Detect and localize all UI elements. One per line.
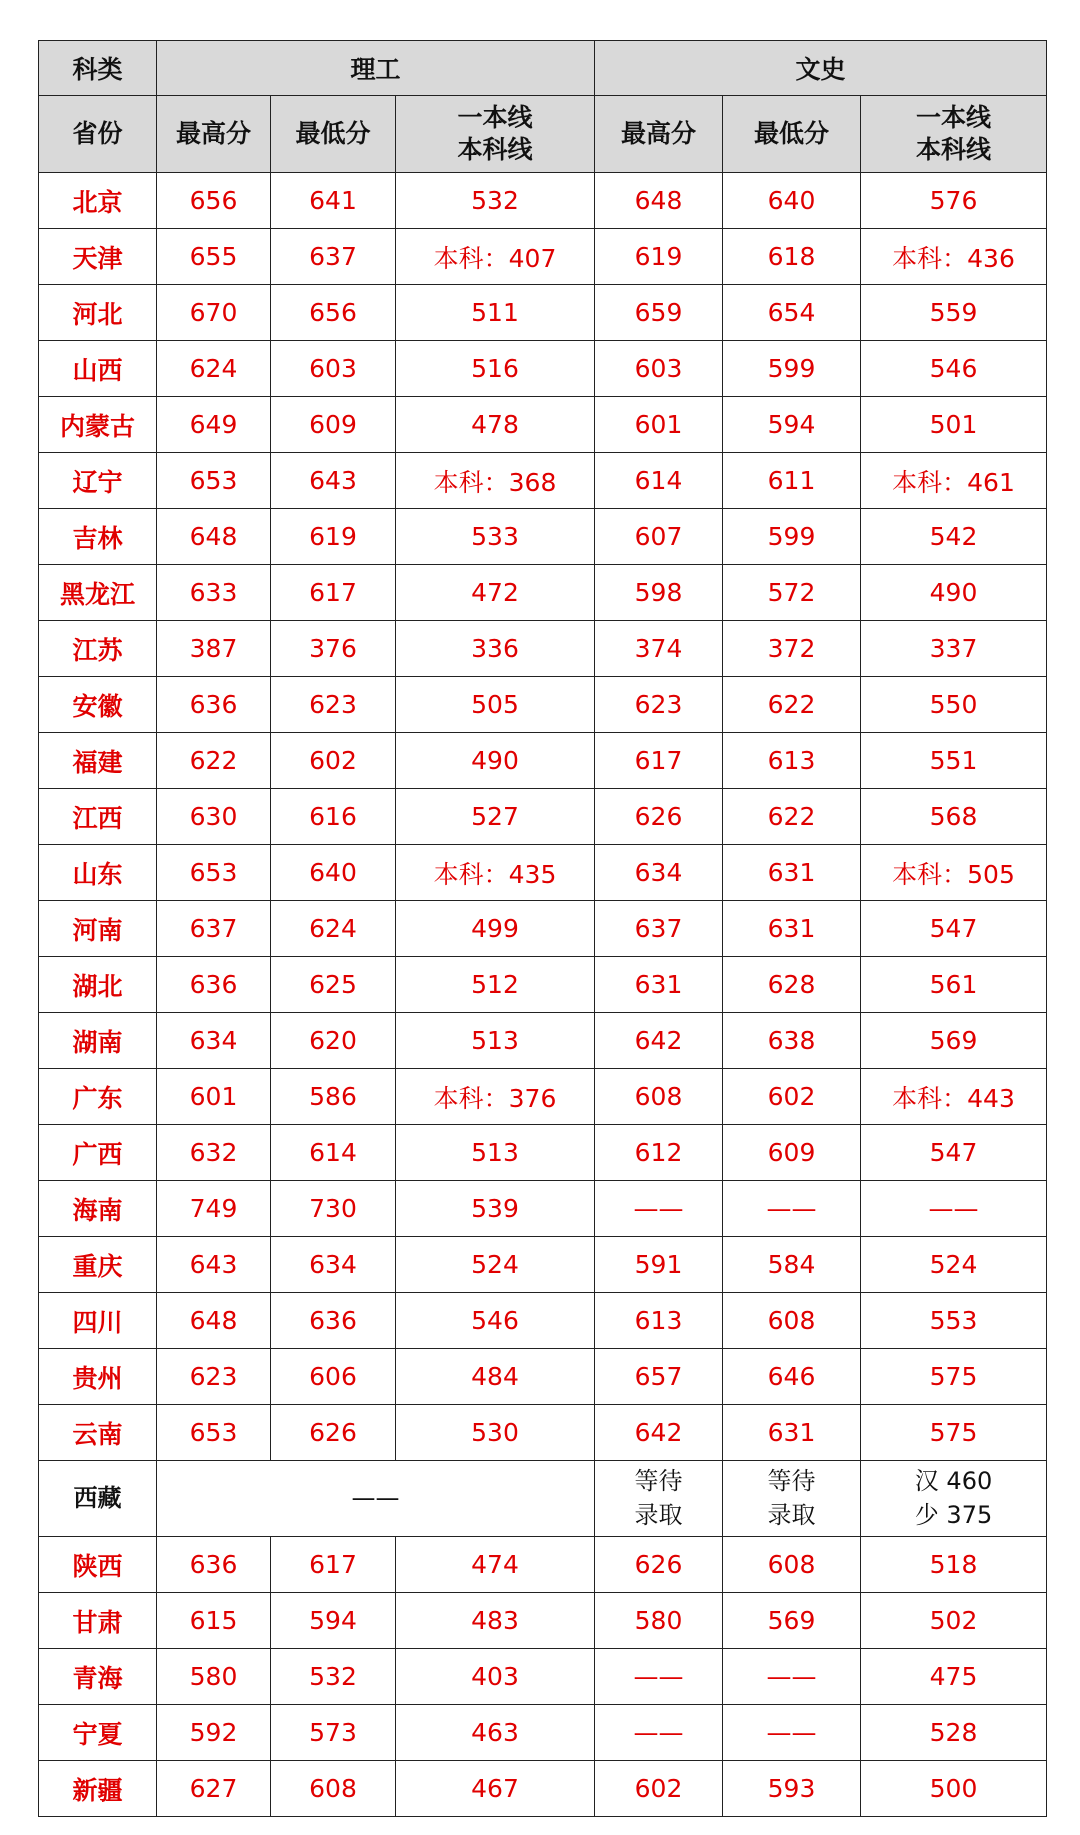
score-cell: 637: [157, 901, 271, 957]
science-group-header: 理工: [157, 41, 595, 96]
score-cell: 615: [157, 1593, 271, 1649]
score-cell: 本科：407: [396, 229, 595, 285]
col-arts-max: 最高分: [595, 96, 723, 173]
score-cell: 475: [861, 1649, 1047, 1705]
score-cell: 608: [271, 1761, 396, 1817]
score-cell: 632: [157, 1125, 271, 1181]
score-cell: 550: [861, 677, 1047, 733]
col-science-min: 最低分: [271, 96, 396, 173]
score-cell: 640: [723, 173, 861, 229]
table-row: [39, 1181, 1047, 1237]
province-cell: 辽宁: [39, 453, 157, 509]
score-cell: 575: [861, 1405, 1047, 1461]
table-row: [39, 901, 1047, 957]
score-cell: 636: [271, 1293, 396, 1349]
score-cell: 559: [861, 285, 1047, 341]
province-cell: 海南: [39, 1181, 157, 1237]
score-cell: 500: [861, 1761, 1047, 1817]
score-cell: 623: [157, 1349, 271, 1405]
score-cell: 617: [271, 565, 396, 621]
score-cell: 593: [723, 1761, 861, 1817]
score-cell: ——: [595, 1649, 723, 1705]
score-cell: 553: [861, 1293, 1047, 1349]
score-cell: 524: [861, 1237, 1047, 1293]
score-cell: 634: [595, 845, 723, 901]
score-cell: 625: [271, 957, 396, 1013]
score-cell: 657: [595, 1349, 723, 1405]
score-cell: 601: [595, 397, 723, 453]
score-cell: 527: [396, 789, 595, 845]
score-cell: 628: [723, 957, 861, 1013]
province-cell: 江西: [39, 789, 157, 845]
score-cell: 609: [271, 397, 396, 453]
province-cell: 吉林: [39, 509, 157, 565]
score-cell: 613: [595, 1293, 723, 1349]
score-cell: 484: [396, 1349, 595, 1405]
score-cell: 546: [861, 341, 1047, 397]
score-cell: 374: [595, 621, 723, 677]
province-cell: 青海: [39, 1649, 157, 1705]
table-row: [39, 677, 1047, 733]
score-cell: 599: [723, 509, 861, 565]
score-cell: 627: [157, 1761, 271, 1817]
score-cell: 608: [723, 1537, 861, 1593]
score-cell: 490: [396, 733, 595, 789]
table-row: [39, 341, 1047, 397]
score-cell: 606: [271, 1349, 396, 1405]
score-cell: 614: [271, 1125, 396, 1181]
score-cell: 573: [271, 1705, 396, 1761]
score-cell: 561: [861, 957, 1047, 1013]
score-cell: 584: [723, 1237, 861, 1293]
score-cell: 607: [595, 509, 723, 565]
score-cell: 547: [861, 1125, 1047, 1181]
table-row: [39, 509, 1047, 565]
score-cell-line: 录取: [634, 1500, 683, 1529]
col-arts-line: [861, 96, 1047, 173]
score-cell: 626: [595, 789, 723, 845]
province-cell: 山东: [39, 845, 157, 901]
col-arts-line-1: 一本线: [916, 102, 992, 132]
table-row: [39, 285, 1047, 341]
score-cell: 659: [595, 285, 723, 341]
table-row: [39, 1125, 1047, 1181]
score-cell: 622: [723, 789, 861, 845]
table-row: [39, 957, 1047, 1013]
score-cell: 532: [396, 173, 595, 229]
col-arts-line-2: 本科线: [916, 135, 992, 164]
province-cell: 西藏: [39, 1461, 157, 1537]
score-cell: 631: [723, 901, 861, 957]
score-cell: 472: [396, 565, 595, 621]
score-cell: ——: [723, 1705, 861, 1761]
score-cell: 511: [396, 285, 595, 341]
score-cell: 648: [595, 173, 723, 229]
province-cell: 贵州: [39, 1349, 157, 1405]
score-cell: 608: [595, 1069, 723, 1125]
score-cell: 602: [723, 1069, 861, 1125]
score-cell: 648: [157, 509, 271, 565]
score-cell: 622: [157, 733, 271, 789]
score-cell: 598: [595, 565, 723, 621]
table-row: [39, 173, 1047, 229]
score-cell: [723, 1461, 861, 1537]
score-cell: 649: [157, 397, 271, 453]
score-cell: 483: [396, 1593, 595, 1649]
table-row: [39, 845, 1047, 901]
score-cell: 518: [861, 1537, 1047, 1593]
score-cell: 586: [271, 1069, 396, 1125]
score-cell: 653: [157, 1405, 271, 1461]
score-cell: 505: [396, 677, 595, 733]
score-cell: 619: [595, 229, 723, 285]
province-cell: 福建: [39, 733, 157, 789]
score-cell: 336: [396, 621, 595, 677]
score-cell: 624: [271, 901, 396, 957]
score-cell: 本科：505: [861, 845, 1047, 901]
score-cell: 634: [271, 1237, 396, 1293]
score-cell: 626: [271, 1405, 396, 1461]
score-cell: 608: [723, 1293, 861, 1349]
province-cell: 广西: [39, 1125, 157, 1181]
score-cell: 403: [396, 1649, 595, 1705]
admission-score-table: [38, 40, 1047, 1817]
score-cell: 569: [861, 1013, 1047, 1069]
score-cell-line: 汉 460: [914, 1466, 993, 1495]
category-label: 科类: [39, 41, 157, 96]
score-cell: 616: [271, 789, 396, 845]
score-cell: 638: [723, 1013, 861, 1069]
province-cell: 黑龙江: [39, 565, 157, 621]
score-cell: 376: [271, 621, 396, 677]
score-cell: 本科：368: [396, 453, 595, 509]
table-row: [39, 1649, 1047, 1705]
score-cell: 478: [396, 397, 595, 453]
score-cell: 749: [157, 1181, 271, 1237]
score-cell: 467: [396, 1761, 595, 1817]
score-cell: 618: [723, 229, 861, 285]
score-cell: 656: [271, 285, 396, 341]
table-row: [39, 1593, 1047, 1649]
score-cell: 642: [595, 1405, 723, 1461]
col-science-line-2: 本科线: [457, 135, 533, 164]
score-cell: 653: [157, 453, 271, 509]
header-row-columns: [39, 96, 1047, 173]
score-cell: 636: [157, 677, 271, 733]
score-cell: 532: [271, 1649, 396, 1705]
province-cell: 四川: [39, 1293, 157, 1349]
score-cell-line: 少 375: [914, 1500, 993, 1529]
score-cell: 631: [595, 957, 723, 1013]
table-row: [39, 1537, 1047, 1593]
score-cell: ——: [723, 1649, 861, 1705]
score-cell: 648: [157, 1293, 271, 1349]
score-cell-line: 等待: [767, 1466, 816, 1495]
score-cell: 594: [271, 1593, 396, 1649]
table-row: [39, 565, 1047, 621]
score-cell: 631: [723, 845, 861, 901]
province-cell: 山西: [39, 341, 157, 397]
score-cell: 634: [157, 1013, 271, 1069]
score-cell: 513: [396, 1013, 595, 1069]
score-cell: 387: [157, 621, 271, 677]
score-cell: 本科：435: [396, 845, 595, 901]
score-cell: 474: [396, 1537, 595, 1593]
score-cell: 本科：443: [861, 1069, 1047, 1125]
province-cell: 云南: [39, 1405, 157, 1461]
arts-group-header: 文史: [595, 41, 1047, 96]
score-cell: 655: [157, 229, 271, 285]
score-cell: ——: [595, 1181, 723, 1237]
table-row: [39, 1237, 1047, 1293]
score-cell: 512: [396, 957, 595, 1013]
score-cell: 528: [861, 1705, 1047, 1761]
score-cell: 656: [157, 173, 271, 229]
table-row: [39, 453, 1047, 509]
province-cell: 河南: [39, 901, 157, 957]
score-cell: 490: [861, 565, 1047, 621]
score-cell: 601: [157, 1069, 271, 1125]
score-cell: 623: [271, 677, 396, 733]
score-cell: 636: [157, 957, 271, 1013]
table-row: [39, 733, 1047, 789]
score-cell: 568: [861, 789, 1047, 845]
header-row-category: [39, 41, 1047, 96]
score-cell: 572: [723, 565, 861, 621]
score-cell: 602: [595, 1761, 723, 1817]
table-row: [39, 229, 1047, 285]
score-cell: 623: [595, 677, 723, 733]
score-cell: 575: [861, 1349, 1047, 1405]
score-cell: 547: [861, 901, 1047, 957]
score-cell: 611: [723, 453, 861, 509]
province-cell: 宁夏: [39, 1705, 157, 1761]
table-row: [39, 1761, 1047, 1817]
table-row: [39, 789, 1047, 845]
science-merged-cell: ——: [157, 1461, 595, 1537]
province-cell: 安徽: [39, 677, 157, 733]
province-cell: 新疆: [39, 1761, 157, 1817]
score-cell: 533: [396, 509, 595, 565]
score-cell: 653: [157, 845, 271, 901]
score-cell: 530: [396, 1405, 595, 1461]
score-cell: 546: [396, 1293, 595, 1349]
score-cell: 580: [157, 1649, 271, 1705]
province-cell: 江苏: [39, 621, 157, 677]
province-cell: 重庆: [39, 1237, 157, 1293]
province-cell: 内蒙古: [39, 397, 157, 453]
score-cell: 613: [723, 733, 861, 789]
col-science-max: 最高分: [157, 96, 271, 173]
table-row: [39, 1705, 1047, 1761]
province-cell: 北京: [39, 173, 157, 229]
province-cell: 河北: [39, 285, 157, 341]
score-cell: 372: [723, 621, 861, 677]
score-cell: 576: [861, 173, 1047, 229]
table-row: [39, 1405, 1047, 1461]
table-row: [39, 1349, 1047, 1405]
score-cell: 630: [157, 789, 271, 845]
score-cell: 603: [595, 341, 723, 397]
score-cell: 617: [595, 733, 723, 789]
col-arts-min: 最低分: [723, 96, 861, 173]
score-cell: 513: [396, 1125, 595, 1181]
score-cell: 643: [157, 1237, 271, 1293]
score-cell: 499: [396, 901, 595, 957]
score-cell: [861, 1461, 1047, 1537]
score-cell: 612: [595, 1125, 723, 1181]
score-cell: 624: [157, 341, 271, 397]
score-cell: 463: [396, 1705, 595, 1761]
score-cell: 620: [271, 1013, 396, 1069]
score-cell: [595, 1461, 723, 1537]
score-cell: 636: [157, 1537, 271, 1593]
col-science-line-1: 一本线: [457, 102, 533, 132]
score-cell: 337: [861, 621, 1047, 677]
table-row: [39, 397, 1047, 453]
score-cell: 622: [723, 677, 861, 733]
score-cell: ——: [723, 1181, 861, 1237]
score-cell: 602: [271, 733, 396, 789]
score-cell: 524: [396, 1237, 595, 1293]
score-cell: 617: [271, 1537, 396, 1593]
score-cell: 640: [271, 845, 396, 901]
table-row: [39, 621, 1047, 677]
table-row: [39, 1013, 1047, 1069]
table-row: [39, 1069, 1047, 1125]
province-cell: 广东: [39, 1069, 157, 1125]
province-cell: 湖北: [39, 957, 157, 1013]
table-row: [39, 1293, 1047, 1349]
score-cell: 637: [271, 229, 396, 285]
score-cell: 本科：436: [861, 229, 1047, 285]
score-cell: 591: [595, 1237, 723, 1293]
score-cell: 本科：461: [861, 453, 1047, 509]
score-cell: 569: [723, 1593, 861, 1649]
score-cell: 501: [861, 397, 1047, 453]
score-cell: 516: [396, 341, 595, 397]
score-cell: 619: [271, 509, 396, 565]
score-cell-line: 录取: [767, 1500, 816, 1529]
score-cell: 643: [271, 453, 396, 509]
score-cell: ——: [861, 1181, 1047, 1237]
score-cell: 642: [595, 1013, 723, 1069]
table-row-tibet: [39, 1461, 1047, 1537]
score-cell: 542: [861, 509, 1047, 565]
score-cell: 本科：376: [396, 1069, 595, 1125]
score-cell: 654: [723, 285, 861, 341]
score-cell-line: 等待: [634, 1466, 683, 1495]
province-cell: 天津: [39, 229, 157, 285]
province-cell: 甘肃: [39, 1593, 157, 1649]
score-cell: 626: [595, 1537, 723, 1593]
province-label: 省份: [39, 96, 157, 173]
score-cell: 730: [271, 1181, 396, 1237]
score-cell: 539: [396, 1181, 595, 1237]
score-cell: 633: [157, 565, 271, 621]
col-science-line: [396, 96, 595, 173]
score-cell: 502: [861, 1593, 1047, 1649]
score-cell: ——: [595, 1705, 723, 1761]
score-cell: 641: [271, 173, 396, 229]
score-cell: 603: [271, 341, 396, 397]
score-cell: 599: [723, 341, 861, 397]
province-cell: 陕西: [39, 1537, 157, 1593]
score-cell: 592: [157, 1705, 271, 1761]
score-cell: 551: [861, 733, 1047, 789]
province-cell: 湖南: [39, 1013, 157, 1069]
score-cell: 631: [723, 1405, 861, 1461]
score-cell: 614: [595, 453, 723, 509]
score-cell: 609: [723, 1125, 861, 1181]
score-cell: 594: [723, 397, 861, 453]
score-cell: 637: [595, 901, 723, 957]
score-cell: 646: [723, 1349, 861, 1405]
score-cell: 580: [595, 1593, 723, 1649]
score-cell: 670: [157, 285, 271, 341]
